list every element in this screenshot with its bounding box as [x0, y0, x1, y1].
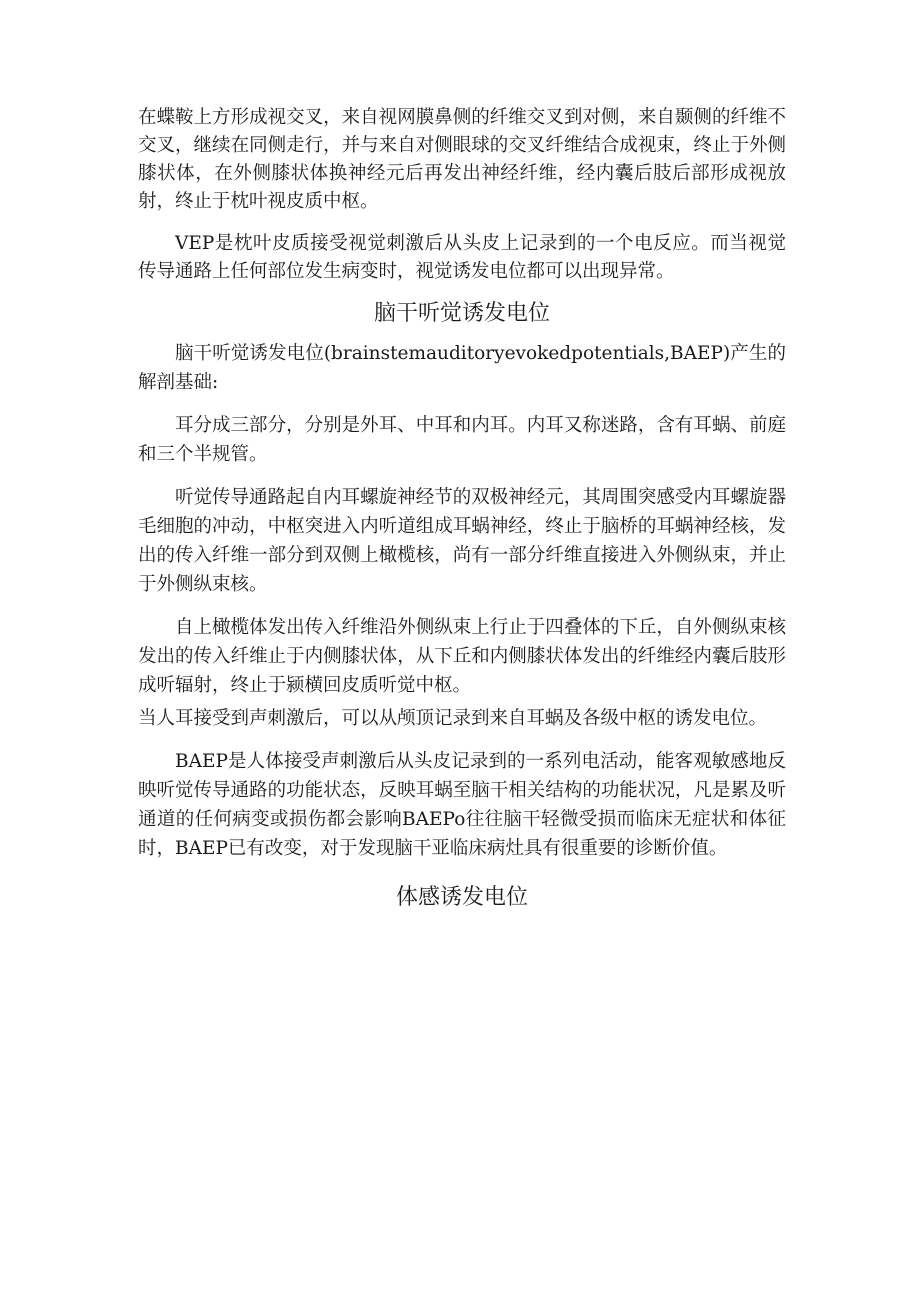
- paragraph-sound-stimulus: 当人耳接受到声刺激后，可以从颅顶记录到来自耳蜗及各级中枢的诱发电位。: [138, 708, 768, 729]
- paragraph-baep-intro: 脑干听觉诱发电位(brainstemauditoryevokedpotentials,BAEP)产生的解剖基础:: [138, 343, 786, 393]
- paragraph-visual-pathway: 在蝶鞍上方形成视交叉，来自视网膜鼻侧的纤维交叉到对侧，来自颞侧的纤维不交叉，继续在同侧走行，并与来自对侧眼球的交叉纤维结合成视束，终止于外侧膝状体，在外侧膝状体换神经元后再发出神经纤维，经内囊后肢后部形成视放射，终止于枕叶视皮质中枢。: [138, 107, 786, 212]
- paragraph-vep: VEP是枕叶皮质接受视觉刺激后从头皮上记录到的一个电反应。而当视觉传导通路上任何部位发生病变时，视觉诱发电位都可以出现异常。: [138, 233, 786, 282]
- document-body: [138, 104, 786, 913]
- paragraph-ear-structure: 耳分成三部分，分别是外耳、中耳和内耳。内耳又称迷路，含有耳蜗、前庭和三个半规管。: [138, 415, 786, 465]
- paragraph-olive-pathway: 自上橄榄体发出传入纤维沿外侧纵束上行止于四叠体的下丘，自外侧纵束核发出的传入纤维止于内侧膝状体，从下丘和内侧膝状体发出的纤维经内囊后肢形成听辐射，终止于颍横回皮质听觉中枢。: [138, 617, 786, 696]
- section-baep: [138, 339, 786, 863]
- heading-baep: 脑干听觉诱发电位: [373, 301, 550, 326]
- heading-sep: 体感诱发电位: [395, 885, 528, 910]
- paragraph-baep-significance: BAEP是人体接受声刺激后从头皮记录到的一系列电活动，能客观敏感地反映听觉传导通路的功能状态，反映耳蜗至脑干相关结构的功能状况，凡是累及听通道的任何病变或损伤都会影响BAEPo往往脑干轻微受损而临床无症状和体征时，BAEP已有改变，对于发现脑干亚临床病灶具有很重要的诊断价值。: [138, 751, 786, 859]
- paragraph-auditory-pathway: 听觉传导通路起自内耳螺旋神经节的双极神经元，其周围突感受内耳螺旋器毛细胞的冲动，中枢突进入内听道组成耳蜗神经，终止于脑桥的耳蜗神经核，发出的传入纤维一部分到双侧上橄榄核，尚有一部分纤维直接进入外侧纵束，并止于外侧纵束核。: [138, 487, 786, 595]
